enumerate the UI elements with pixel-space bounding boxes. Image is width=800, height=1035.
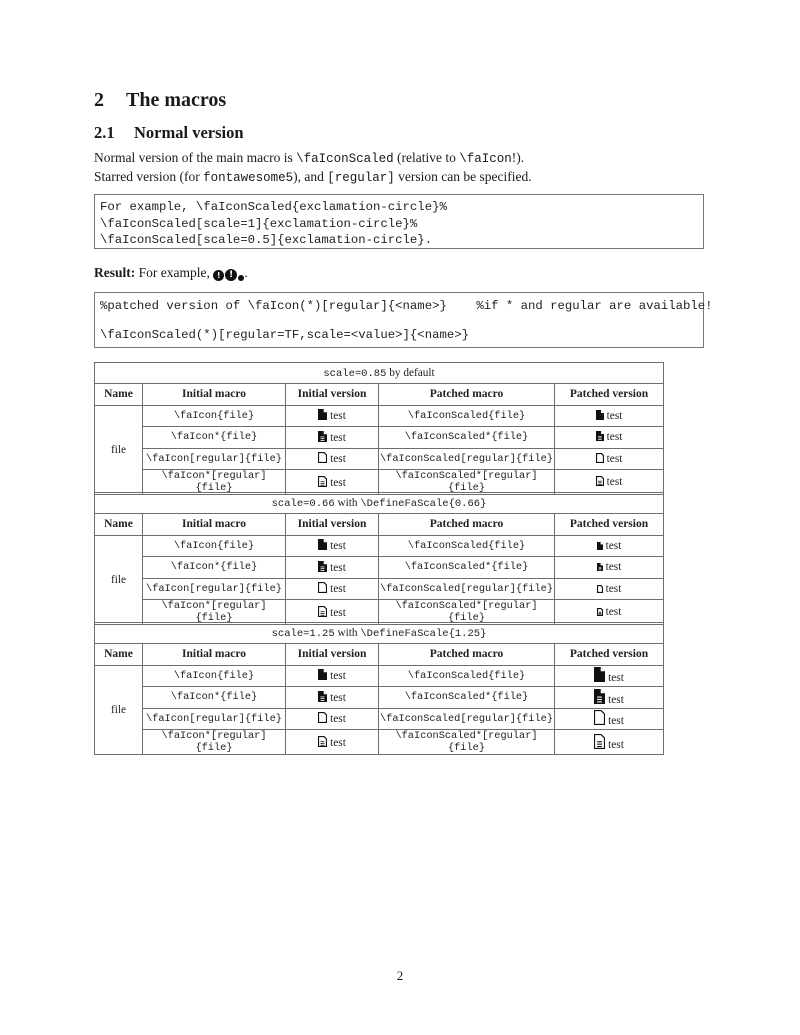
sample-text: test — [330, 736, 346, 749]
file-alt-solid-icon — [594, 689, 605, 704]
file-solid-icon — [594, 667, 605, 682]
initial-macro-cell: \faIcon{file} — [143, 665, 286, 687]
exclamation-circle-icon: ! — [213, 270, 224, 281]
file-alt-solid-icon — [318, 561, 327, 572]
code-line: %patched version of \faIcon(*)[regular]{<name>} %if * and regular are available! — [100, 299, 713, 313]
patched-version-cell — [555, 600, 664, 625]
table-header-row — [95, 644, 664, 666]
file-alt-solid-icon — [596, 431, 604, 441]
file-regular-icon — [594, 710, 605, 725]
sample-text: test — [330, 606, 346, 619]
column-header: Initial version — [286, 644, 379, 666]
column-header: Patched version — [555, 384, 664, 406]
sample-text: test — [606, 409, 623, 422]
text: (relative to — [393, 150, 460, 165]
file-solid-icon — [597, 542, 603, 550]
initial-version-cell — [286, 600, 379, 625]
column-header: Name — [95, 644, 143, 666]
patched-macro-cell: \faIconScaled*{file} — [379, 557, 555, 579]
column-header: Name — [95, 514, 143, 536]
result-line — [94, 265, 248, 281]
initial-macro-cell: \faIcon[regular]{file} — [143, 578, 286, 600]
scale-table — [94, 622, 664, 755]
column-header: Patched macro — [379, 514, 555, 536]
section-number: 2 — [94, 89, 104, 111]
column-header: Initial macro — [143, 644, 286, 666]
patched-version-cell — [555, 405, 664, 427]
initial-version-cell — [286, 470, 379, 495]
patched-version-cell — [555, 687, 664, 709]
initial-macro-cell: \faIcon{file} — [143, 535, 286, 557]
patched-macro-cell: \faIconScaled[regular]{file} — [379, 708, 555, 730]
file-regular-icon — [318, 452, 327, 463]
initial-version-cell — [286, 730, 379, 755]
file-regular-icon — [596, 453, 604, 463]
file-alt-regular-icon — [596, 476, 604, 486]
text: Normal version of the main macro is — [94, 150, 297, 165]
text: Starred version (for — [94, 169, 204, 184]
subsection-title: Normal version — [134, 123, 244, 142]
initial-macro-cell: \faIcon*{file} — [143, 427, 286, 449]
initial-macro-cell: \faIcon*[regular]{file} — [143, 730, 286, 755]
file-solid-icon — [318, 409, 327, 420]
patched-macro-cell: \faIconScaled*[regular]{file} — [379, 600, 555, 625]
file-regular-icon — [318, 712, 327, 723]
result-label: Result: — [94, 265, 136, 280]
patched-macro-cell: \faIconScaled*[regular]{file} — [379, 730, 555, 755]
text: !). — [511, 150, 525, 165]
file-solid-icon — [596, 410, 604, 420]
column-header: Patched macro — [379, 384, 555, 406]
table-caption-row — [95, 623, 664, 644]
table-header-row — [95, 514, 664, 536]
code-syntax-box — [94, 292, 713, 348]
patched-macro-cell: \faIconScaled{file} — [379, 535, 555, 557]
column-header: Patched version — [555, 514, 664, 536]
file-alt-regular-icon — [597, 608, 603, 616]
exclamation-circle-icon: ! — [225, 269, 237, 281]
file-solid-icon — [318, 669, 327, 680]
inline-code: \faIcon — [459, 152, 512, 166]
initial-version-cell — [286, 578, 379, 600]
sample-text: test — [605, 582, 622, 595]
caption-text: by default — [386, 366, 435, 379]
column-header: Patched macro — [379, 644, 555, 666]
table-row — [95, 535, 664, 557]
patched-version-cell — [555, 557, 664, 579]
caption-code-2: \DefineFaScale{0.66} — [360, 497, 487, 510]
result-end: . — [244, 265, 248, 280]
page-number: 2 — [396, 968, 404, 983]
icon-name-cell: file — [95, 405, 143, 495]
sample-text: test — [330, 410, 346, 423]
initial-version-cell — [286, 427, 379, 449]
code-line: \faIconScaled[scale=0.5]{exclamation-circle}. — [100, 233, 433, 247]
initial-version-cell — [286, 448, 379, 470]
patched-macro-cell: \faIconScaled*[regular]{file} — [379, 470, 555, 495]
section-title: The macros — [126, 89, 227, 111]
section-heading — [94, 89, 226, 112]
patched-version-cell — [555, 730, 664, 755]
sample-text: test — [608, 693, 624, 706]
file-alt-regular-icon — [594, 734, 605, 749]
result-icons — [213, 269, 244, 281]
table-row — [95, 448, 664, 470]
column-header: Initial macro — [143, 384, 286, 406]
file-alt-regular-icon — [318, 606, 327, 617]
file-alt-solid-icon — [318, 431, 327, 442]
table-row — [95, 708, 664, 730]
sample-text: test — [330, 691, 346, 704]
text: version can be specified. — [394, 169, 532, 184]
initial-macro-cell: \faIcon*{file} — [143, 557, 286, 579]
sample-text: test — [608, 672, 624, 685]
table-caption-row — [95, 493, 664, 514]
column-header: Name — [95, 384, 143, 406]
table-row — [95, 687, 664, 709]
patched-version-cell — [555, 427, 664, 449]
icon-name-cell: file — [95, 535, 143, 625]
table-row — [95, 730, 664, 755]
patched-version-cell — [555, 665, 664, 687]
code-line: For example, \faIconScaled{exclamation-circle}% — [100, 200, 447, 214]
intro-paragraph — [94, 149, 714, 187]
column-header: Initial version — [286, 384, 379, 406]
file-regular-icon — [597, 585, 603, 593]
intro-line-1 — [94, 149, 714, 168]
table-row — [95, 470, 664, 495]
table-row — [95, 665, 664, 687]
patched-version-cell — [555, 470, 664, 495]
text: ), and — [293, 169, 328, 184]
sample-text: test — [605, 606, 622, 618]
sample-text: test — [606, 431, 623, 444]
table-caption — [95, 493, 664, 514]
caption-code: scale=0.85 — [323, 367, 387, 380]
patched-version-cell — [555, 448, 664, 470]
patched-macro-cell: \faIconScaled{file} — [379, 405, 555, 427]
sample-text: test — [608, 715, 624, 728]
code-example-box — [94, 194, 704, 249]
initial-macro-cell: \faIcon*[regular]{file} — [143, 600, 286, 625]
inline-code: [regular] — [327, 171, 395, 185]
file-solid-icon — [318, 539, 327, 550]
patched-version-cell — [555, 578, 664, 600]
scale-table — [94, 362, 664, 495]
intro-line-2 — [94, 168, 714, 187]
sample-text: test — [606, 452, 623, 465]
patched-version-cell — [555, 708, 664, 730]
caption-code: scale=1.25 — [271, 627, 335, 640]
file-regular-icon — [318, 582, 327, 593]
initial-version-cell — [286, 535, 379, 557]
sample-text: test — [330, 713, 346, 726]
initial-version-cell — [286, 405, 379, 427]
file-alt-solid-icon — [318, 691, 327, 702]
sample-text: test — [330, 431, 346, 444]
sample-text: test — [330, 540, 346, 553]
patched-macro-cell: \faIconScaled*{file} — [379, 687, 555, 709]
table-caption — [95, 623, 664, 644]
sample-text: test — [608, 738, 624, 751]
initial-macro-cell: \faIcon{file} — [143, 405, 286, 427]
table-row — [95, 405, 664, 427]
file-alt-regular-icon — [318, 736, 327, 747]
initial-version-cell — [286, 665, 379, 687]
code-line: \faIconScaled(*)[regular=TF,scale=<value>]{<name>} — [100, 327, 469, 342]
initial-macro-cell: \faIcon*[regular]{file} — [143, 470, 286, 495]
column-header: Patched version — [555, 644, 664, 666]
code-line: \faIconScaled[scale=1]{exclamation-circle}% — [100, 216, 418, 231]
initial-macro-cell: \faIcon[regular]{file} — [143, 448, 286, 470]
table-row — [95, 427, 664, 449]
table-header-row — [95, 384, 664, 406]
subsection-number: 2.1 — [94, 123, 115, 142]
initial-version-cell — [286, 557, 379, 579]
caption-text: with — [334, 626, 361, 639]
column-header: Initial macro — [143, 514, 286, 536]
patched-macro-cell: \faIconScaled*{file} — [379, 427, 555, 449]
sample-text: test — [330, 583, 346, 596]
inline-code: fontawesome5 — [203, 171, 294, 185]
initial-macro-cell: \faIcon[regular]{file} — [143, 708, 286, 730]
patched-macro-cell: \faIconScaled[regular]{file} — [379, 578, 555, 600]
patched-macro-cell: \faIconScaled{file} — [379, 665, 555, 687]
inline-code: \faIconScaled — [296, 152, 394, 166]
patched-macro-cell: \faIconScaled[regular]{file} — [379, 448, 555, 470]
subsection-heading — [94, 123, 244, 143]
result-text: For example, — [138, 265, 214, 280]
sample-text: test — [330, 453, 346, 466]
caption-text: with — [334, 496, 361, 509]
table-caption-row — [95, 363, 664, 384]
table-row — [95, 578, 664, 600]
sample-text: test — [606, 476, 623, 488]
scale-table — [94, 492, 664, 625]
sample-text: test — [330, 476, 346, 489]
column-header: Initial version — [286, 514, 379, 536]
sample-text: test — [330, 670, 346, 683]
initial-version-cell — [286, 708, 379, 730]
initial-macro-cell: \faIcon*{file} — [143, 687, 286, 709]
table-row — [95, 557, 664, 579]
sample-text: test — [330, 561, 346, 574]
patched-version-cell — [555, 535, 664, 557]
sample-text: test — [605, 539, 622, 552]
initial-version-cell — [286, 687, 379, 709]
caption-code-2: \DefineFaScale{1.25} — [360, 627, 487, 640]
file-alt-solid-icon — [597, 563, 603, 571]
table-caption — [95, 363, 664, 384]
icon-name-cell: file — [95, 665, 143, 755]
sample-text: test — [605, 561, 622, 574]
file-alt-regular-icon — [318, 476, 327, 487]
table-row — [95, 600, 664, 625]
caption-code: scale=0.66 — [271, 497, 335, 510]
